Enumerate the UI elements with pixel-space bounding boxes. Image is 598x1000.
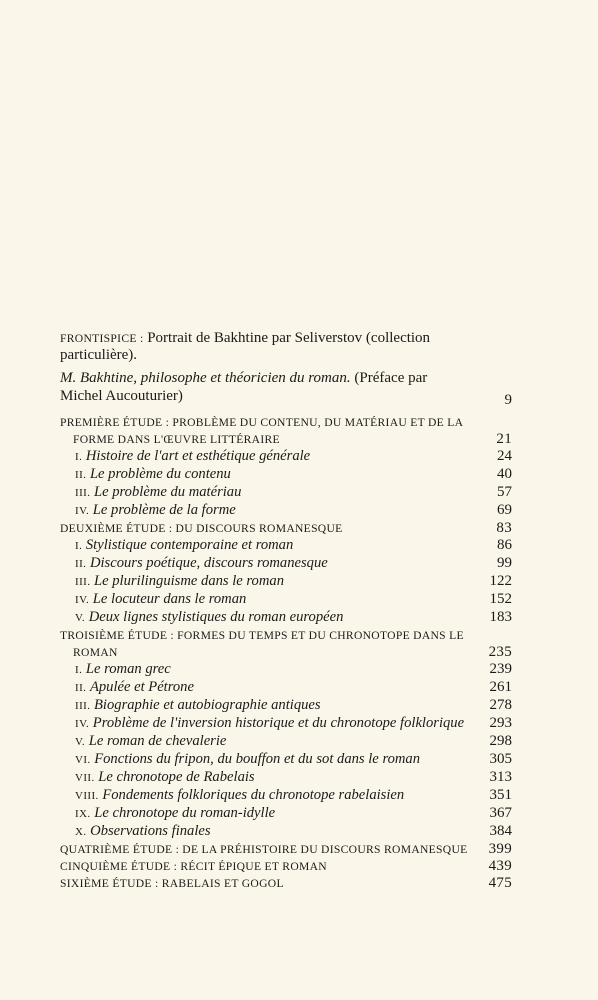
entry-title: Biographie et autobiographie antiques [94, 697, 321, 713]
entry-page-number: 239 [489, 661, 512, 677]
entry-number: V. [75, 736, 86, 748]
preface-author: Michel Aucouturier) [60, 388, 183, 404]
entry-title: Le plurilinguisme dans le roman [94, 573, 284, 589]
section-heading [60, 875, 512, 892]
entry-title: Observations finales [90, 823, 211, 839]
entry-title: Le roman grec [85, 661, 171, 677]
frontispice-label: FRONTISPICE : [60, 332, 144, 345]
frontispice-line-2 [60, 347, 512, 364]
section-heading-text: ROMAN [73, 646, 118, 659]
entry-number: VIII. [75, 790, 99, 802]
entry-title: Le problème de la forme [92, 502, 236, 518]
entry-title: Le roman de chevalerie [88, 733, 227, 749]
preface-line-2 [60, 387, 512, 408]
entry-number: IV. [75, 718, 90, 730]
entry-number: III. [75, 576, 91, 588]
toc-entry [60, 573, 512, 591]
entry-title: Le problème du matériau [94, 484, 242, 500]
section-page-number: 235 [488, 644, 512, 660]
entry-number: VII. [75, 772, 95, 784]
entry-page-number: 298 [489, 733, 512, 749]
entry-page-number: 69 [497, 502, 512, 518]
section-heading-text: TROISIÈME ÉTUDE : FORMES DU TEMPS ET DU CHRONOTOPE DANS LE [60, 629, 464, 642]
section-page-number: 475 [488, 875, 512, 891]
section-heading-text: FORME DANS L'ŒUVRE LITTÉRAIRE [73, 433, 280, 446]
entry-number: V. [75, 612, 86, 624]
section-heading-text: QUATRIÈME ÉTUDE : DE LA PRÉHISTOIRE DU DISCOURS ROMANESQUE [60, 843, 468, 856]
toc-section [60, 875, 512, 892]
entry-number: I. [75, 664, 83, 676]
entry-page-number: 99 [497, 555, 512, 571]
entry-number: I. [75, 540, 83, 552]
toc-entry [60, 697, 512, 715]
preface-suffix: (Préface par [354, 370, 428, 386]
section-heading-text: CINQUIÈME ÉTUDE : RÉCIT ÉPIQUE ET ROMAN [60, 860, 327, 873]
entry-page-number: 384 [489, 823, 512, 839]
toc-entry [60, 537, 512, 555]
entry-number: IV. [75, 505, 90, 517]
entry-page-number: 351 [489, 787, 512, 803]
section-page-number: 21 [496, 431, 512, 447]
entry-number: VI. [75, 754, 91, 766]
entry-number: IV. [75, 594, 90, 606]
entry-title: Deux lignes stylistiques du roman européen [88, 609, 344, 625]
entry-number: II. [75, 469, 87, 481]
entry-page-number: 367 [489, 805, 512, 821]
entry-title: Apulée et Pétrone [89, 679, 194, 695]
section-page-number: 83 [496, 520, 512, 536]
toc-entry [60, 448, 512, 466]
entry-page-number: 313 [489, 769, 512, 785]
entry-number: III. [75, 700, 91, 712]
section-heading-text: SIXIÈME ÉTUDE : RABELAIS ET GOGOL [60, 877, 284, 890]
section-heading [60, 627, 512, 644]
toc-entry [60, 751, 512, 769]
section-heading-text: PREMIÈRE ÉTUDE : PROBLÈME DU CONTENU, DU MATÉRIAU ET DE LA [60, 416, 464, 429]
entry-page-number: 305 [489, 751, 512, 767]
entry-page-number: 24 [497, 448, 512, 464]
section-heading [60, 858, 512, 875]
toc-entry [60, 661, 512, 679]
front-matter [60, 330, 512, 408]
entry-title: Le chronotope du roman-idylle [94, 805, 276, 821]
entry-title: Le problème du contenu [89, 466, 231, 482]
entry-title: Stylistique contemporaine et roman [85, 537, 294, 553]
toc-entry [60, 787, 512, 805]
entry-page-number: 57 [497, 484, 512, 500]
entry-number: IX. [75, 808, 91, 820]
section-heading [60, 841, 512, 858]
toc-section [60, 858, 512, 875]
section-heading [60, 431, 512, 448]
entry-number: III. [75, 487, 91, 499]
section-page-number: 399 [488, 841, 512, 857]
entry-page-number: 86 [497, 537, 512, 553]
toc-entry [60, 715, 512, 733]
toc-entry [60, 609, 512, 627]
toc-entry [60, 591, 512, 609]
section-heading [60, 414, 512, 431]
entry-number: II. [75, 682, 87, 694]
toc-entry [60, 502, 512, 520]
toc-entry [60, 484, 512, 502]
entry-page-number: 293 [489, 715, 512, 731]
section-page-number: 439 [488, 858, 512, 874]
toc-entry [60, 823, 512, 841]
section-heading [60, 520, 512, 537]
entry-page-number: 261 [489, 679, 512, 695]
entry-number: II. [75, 558, 87, 570]
preface-page: 9 [504, 392, 512, 408]
preface-line-1 [60, 370, 512, 387]
preface-title: M. Bakhtine, philosophe et théoricien du roman. [60, 370, 351, 386]
frontispice-text-2: particulière). [60, 347, 138, 363]
entry-title: Fondements folkloriques du chronotope rabelaisien [102, 787, 405, 803]
entry-title: Problème de l'inversion historique et du chronotope folklorique [92, 715, 465, 731]
toc-entry [60, 733, 512, 751]
entry-page-number: 278 [489, 697, 512, 713]
toc-entry [60, 679, 512, 697]
entry-title: Histoire de l'art et esthétique générale [85, 448, 311, 464]
toc-section [60, 414, 512, 520]
entry-title: Le locuteur dans le roman [92, 591, 247, 607]
toc-section [60, 627, 512, 841]
section-heading [60, 644, 512, 661]
toc-entry [60, 769, 512, 787]
toc-entry [60, 805, 512, 823]
entry-page-number: 183 [489, 609, 512, 625]
entry-title: Fonctions du fripon, du bouffon et du sot dans le roman [94, 751, 421, 767]
toc-entry [60, 466, 512, 484]
entry-page-number: 122 [489, 573, 512, 589]
toc-entry [60, 555, 512, 573]
frontispice-text-1: Portrait de Bakhtine par Seliverstov (collection [147, 330, 431, 346]
section-heading-text: DEUXIÈME ÉTUDE : DU DISCOURS ROMANESQUE [60, 522, 343, 535]
toc-section [60, 841, 512, 858]
entry-page-number: 40 [497, 466, 512, 482]
table-of-contents [60, 414, 512, 892]
frontispice-line-1 [60, 330, 512, 347]
entry-page-number: 152 [489, 591, 512, 607]
entry-number: I. [75, 451, 83, 463]
entry-title: Le chronotope de Rabelais [98, 769, 255, 785]
entry-number: X. [75, 826, 87, 838]
toc-section [60, 520, 512, 627]
entry-title: Discours poétique, discours romanesque [89, 555, 328, 571]
